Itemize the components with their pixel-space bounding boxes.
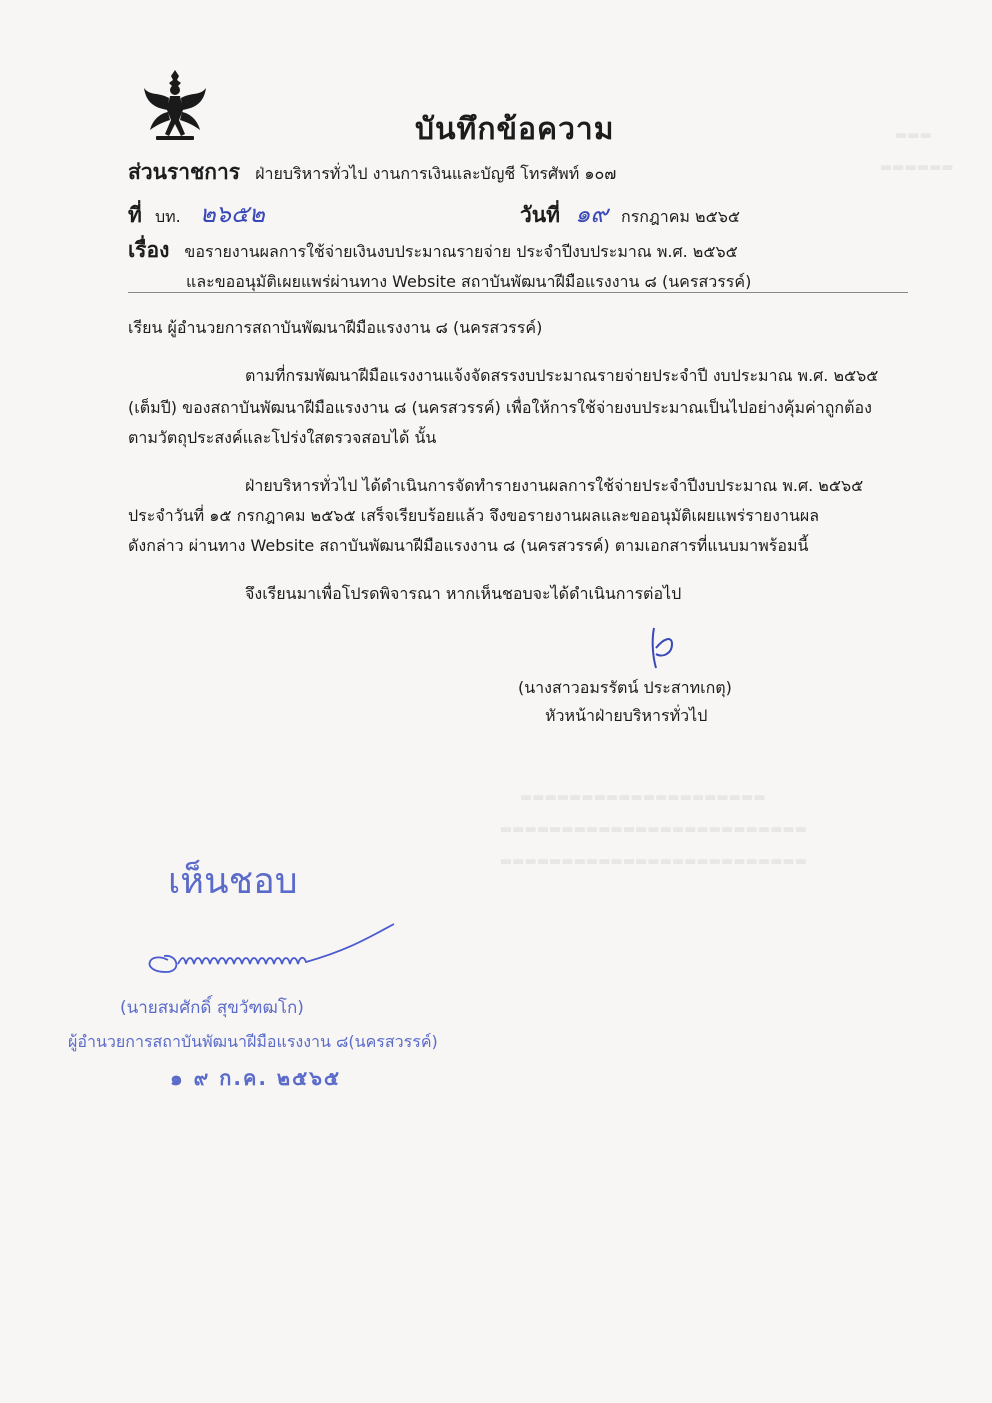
date-label: วันที่: [520, 203, 560, 227]
reference-label: ที่: [128, 203, 142, 227]
approver-position: ผู้อำนวยการสถาบันพัฒนาฝีมือแรงงาน ๘(นครสวรรค์): [68, 1032, 438, 1051]
signer-name: (นางสาวอมรรัตน์ ประสาทเกตุ): [518, 678, 732, 697]
subject-label: เรื่อง: [128, 238, 170, 262]
approver-name: (นายสมศักดิ์ สุขวัฑฒโก): [120, 998, 304, 1018]
signer-signature-mark: [646, 624, 678, 672]
paragraph-1-line-3: ตามวัตถุประสงค์และโปร่งใสตรวจสอบได้ นั้น: [128, 428, 437, 447]
agency-row: [128, 156, 616, 189]
agency-label: ส่วนราชการ: [128, 160, 241, 184]
approval-word: เห็นชอบ: [168, 861, 298, 902]
paragraph-1-line-1: ตามที่กรมพัฒนาฝีมือแรงงานแจ้งจัดสรรงบประมาณรายจ่ายประจำปี งบประมาณ พ.ศ. ๒๕๖๕: [245, 366, 879, 385]
salutation: เรียน ผู้อำนวยการสถาบันพัฒนาฝีมือแรงงาน ๘ (นครสวรรค์): [128, 318, 543, 337]
approval-date: ๑ ๙ ก.ค. ๒๕๖๕: [170, 1066, 342, 1090]
garuda-emblem-icon: [142, 68, 208, 144]
paragraph-2-line-2: ประจำวันที่ ๑๕ กรกฎาคม ๒๕๖๕ เสร็จเรียบร้อยแล้ว จึงขอรายงานผลและขออนุมัติเผยแพร่รายงานผล: [128, 506, 820, 525]
reference-prefix: บท.: [154, 207, 181, 226]
bleed-through-text: ▬▬▬▬▬▬▬▬▬▬▬▬▬▬▬▬▬▬▬▬▬▬▬▬▬: [500, 854, 808, 869]
paragraph-2-line-1: ฝ่ายบริหารทั่วไป ได้ดำเนินการจัดทำรายงานผลการใช้จ่ายประจำปีงบประมาณ พ.ศ. ๒๕๖๕: [245, 476, 864, 495]
closing-paragraph: จึงเรียนมาเพื่อโปรดพิจารณา หากเห็นชอบจะได้ดำเนินการต่อไป: [245, 584, 682, 603]
agency-value: ฝ่ายบริหารทั่วไป งานการเงินและบัญชี โทรศัพท์ ๑๐๗: [255, 164, 617, 183]
date-day: ๑๙: [575, 200, 608, 228]
page-title: บันทึกข้อความ: [415, 112, 615, 147]
approver-signature-mark: [138, 920, 398, 990]
date-row: [520, 194, 740, 233]
reference-row: [128, 194, 265, 233]
bleed-through-text: ▬▬▬: [895, 128, 932, 143]
subject-line-2: และขออนุมัติเผยแพร่ผ่านทาง Website สถาบันพัฒนาฝีมือแรงงาน ๘ (นครสวรรค์): [186, 272, 752, 291]
bleed-through-text: ▬▬▬▬▬▬▬▬▬▬▬▬▬▬▬▬▬▬▬▬▬▬▬▬▬: [500, 822, 808, 837]
reference-number: ๒๖๕๒: [199, 200, 265, 228]
date-month-year: กรกฎาคม ๒๕๖๕: [621, 207, 740, 226]
paragraph-1-line-2: (เต็มปี) ของสถาบันพัฒนาฝีมือแรงงาน ๘ (นครสวรรค์) เพื่อให้การใช้จ่ายงบประมาณเป็นไปอย่างคุ้มค่าถูกต้อง: [128, 398, 872, 417]
subject-row: [128, 234, 738, 267]
bleed-through-text: ▬▬▬▬▬▬▬▬▬▬▬▬▬▬▬▬▬▬▬▬: [520, 790, 766, 805]
paragraph-2-line-3: ดังกล่าว ผ่านทาง Website สถาบันพัฒนาฝีมือแรงงาน ๘ (นครสวรรค์) ตามเอกสารที่แนบมาพร้อมนี้: [128, 536, 809, 555]
header-divider: [128, 292, 908, 293]
subject-line-1: ขอรายงานผลการใช้จ่ายเงินงบประมาณรายจ่าย ประจำปีงบประมาณ พ.ศ. ๒๕๖๕: [184, 242, 738, 261]
signer-position: หัวหน้าฝ่ายบริหารทั่วไป: [545, 706, 708, 725]
bleed-through-text: ▬▬▬▬▬▬: [880, 160, 954, 175]
